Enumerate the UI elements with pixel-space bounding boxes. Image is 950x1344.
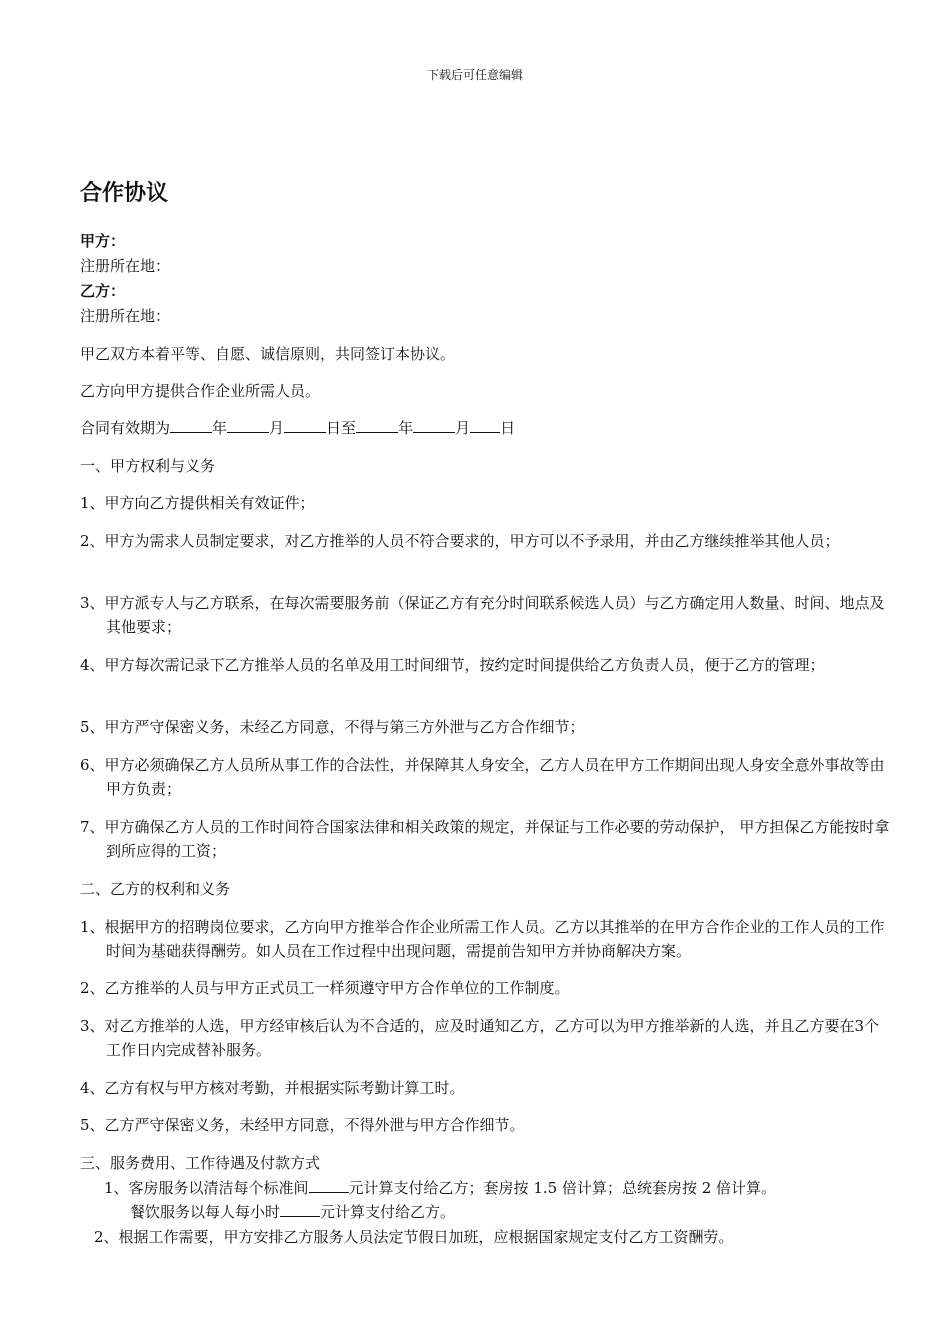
section-2-item: 2、乙方推举的人员与甲方正式员工一样须遵守甲方合作单位的工作制度。 [80,979,570,997]
validity-line [80,416,515,440]
section-1-item: 3、甲方派专人与乙方联系，在每次需要服务前（保证乙方有充分时间联系候选人员）与乙方确定用人数量、时间、地点及其他要求； [80,594,885,636]
section-3-item-1b [130,1200,455,1224]
section-1-item: 7、甲方确保乙方人员的工作时间符合国家法律和相关政策的规定，并保证与工作必要的劳动保护， 甲方担保乙方能按时拿到所应得的工资； [80,818,890,860]
blank-field [309,1176,349,1193]
blank-field [284,416,326,433]
catering-service-text: 餐饮服务以每人每小时 [130,1203,281,1221]
section-2-item: 3、对乙方推举的人选，甲方经审核后认为不合适的，应及时通知乙方，乙方可以为甲方推举新的人选，并且乙方要在3个工作日内完成替补服务。 [80,1017,880,1059]
validity-month: 月 [269,419,285,437]
section-1-heading: 一、甲方权利与义务 [80,457,216,475]
room-service-text: 1、客房服务以清洁每个标准间 [104,1179,309,1197]
blank-field [470,416,500,433]
section-1-item: 2、甲方为需求人员制定要求，对乙方推举的人员不符合要求的，甲方可以不予录用，并由乙方继续推举其他人员； [80,532,840,550]
validity-day-to: 日至 [326,419,357,437]
document-title: 合作协议 [80,181,169,206]
intro-provide: 乙方向甲方提供合作企业所需人员。 [80,382,321,400]
blank-field [227,416,269,433]
validity-month: 月 [455,419,471,437]
party-a-address: 注册所在地： [80,257,171,275]
section-1-item: 5、甲方严守保密义务，未经乙方同意，不得与第三方外泄与乙方合作细节； [80,718,585,736]
section-3-item-2: 2、根据工作需要，甲方安排乙方服务人员法定节假日加班，应根据国家规定支付乙方工资酬劳。 [94,1228,734,1246]
party-b-label: 乙方： [80,282,126,300]
section-3-heading: 三、服务费用、工作待遇及付款方式 [80,1154,321,1172]
blank-field [280,1200,320,1217]
section-2-item: 5、乙方严守保密义务，未经甲方同意，不得外泄与甲方合作细节。 [80,1116,525,1134]
catering-service-rate-text: 元计算支付给乙方。 [320,1203,456,1221]
header-note: 下载后可任意编辑 [426,68,523,82]
section-2-item: 4、乙方有权与甲方核对考勤，并根据实际考勤计算工时。 [80,1079,465,1097]
section-1-item: 4、甲方每次需记录下乙方推举人员的名单及用工时间细节，按约定时间提供给乙方负责人员，便于乙方的管理； [80,656,825,674]
validity-prefix: 合同有效期为 [80,419,171,437]
intro-principles: 甲乙双方本着平等、自愿、诚信原则，共同签订本协议。 [80,345,456,363]
room-service-rate-text: 元计算支付给乙方；套房按 1.5 倍计算；总统套房按 2 倍计算。 [348,1179,777,1197]
validity-day: 日 [500,419,516,437]
section-1-item: 6、甲方必须确保乙方人员所从事工作的合法性，并保障其人身安全，乙方人员在甲方工作期间出现人身安全意外事故等由甲方负责； [80,756,885,798]
party-b-address: 注册所在地： [80,307,171,325]
party-a-label: 甲方： [80,232,126,250]
validity-year: 年 [398,419,414,437]
section-2-heading: 二、乙方的权利和义务 [80,880,231,898]
section-2-item: 1、根据甲方的招聘岗位要求，乙方向甲方推举合作企业所需工作人员。乙方以其推举的在甲方合作企业的工作人员的工作时间为基础获得酬劳。如人员在工作过程中出现问题，需提前告知甲方并协商解决方案。 [80,918,885,960]
section-3-item-1 [104,1176,776,1200]
blank-field [356,416,398,433]
blank-field [170,416,212,433]
blank-field [413,416,455,433]
validity-year: 年 [212,419,228,437]
section-1-item: 1、甲方向乙方提供相关有效证件； [80,494,315,512]
